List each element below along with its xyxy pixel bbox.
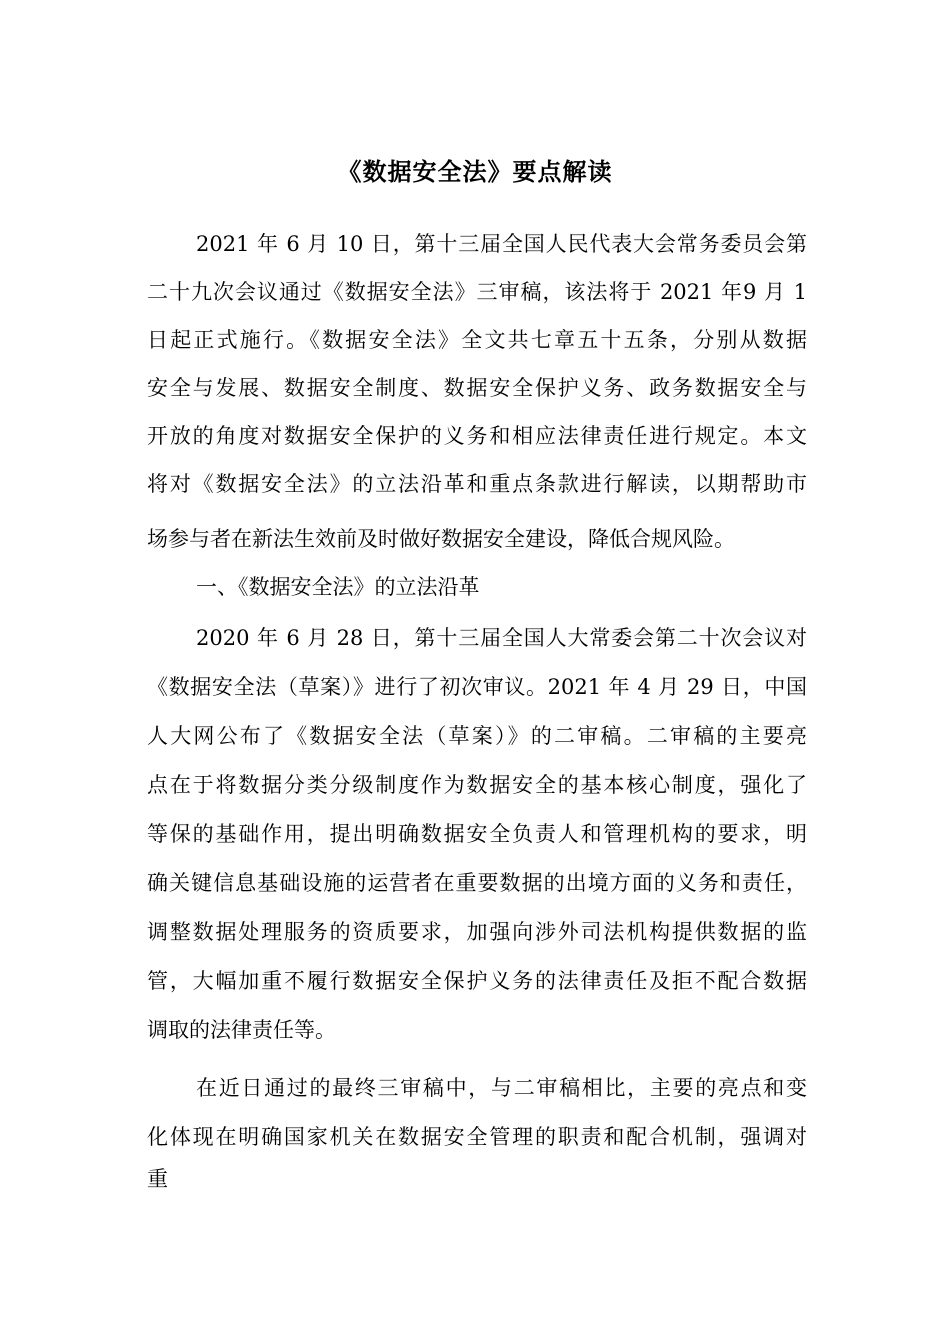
paragraph-line: 日起正式施行。《数据安全法》全文共七章五十五条，分别从数据 [147,328,807,352]
paragraph-line: 将对《数据安全法》的立法沿革和重点条款进行解读，以期帮助市 [147,472,807,496]
paragraph-line: 点在于将数据分类分级制度作为数据安全的基本核心制度，强化了 [147,773,807,797]
paragraph-line: 《数据安全法（草案）》进行了初次审议。2021 年 4 月 29 日，中国 [147,675,807,699]
paragraph-line: 人大网公布了《数据安全法（草案）》的二审稿。二审稿的主要亮 [147,724,807,748]
paragraph-line: 重 [147,1167,168,1191]
paragraph-line: 开放的角度对数据安全保护的义务和相应法律责任进行规定。本文 [147,424,807,448]
section-heading: 一、《数据安全法》的立法沿革 [196,575,480,599]
paragraph-line: 在近日通过的最终三审稿中，与二审稿相比，主要的亮点和变 [196,1076,807,1100]
paragraph-line: 安全与发展、数据安全制度、数据安全保护义务、政务数据安全与 [147,376,807,400]
paragraph-line: 2020 年 6 月 28 日，第十三届全国人大常委会第二十次会议对 [196,626,807,650]
paragraph-line: 管，大幅加重不履行数据安全保护义务的法律责任及拒不配合数据 [147,969,807,993]
paragraph-line: 二十九次会议通过《数据安全法》三审稿，该法将于 2021 年9 月 1 [147,280,807,304]
paragraph-line: 等保的基础作用，提出明确数据安全负责人和管理机构的要求，明 [147,822,807,846]
paragraph-line: 调整数据处理服务的资质要求，加强向涉外司法机构提供数据的监 [147,920,807,944]
paragraph-line: 确关键信息基础设施的运营者在重要数据的出境方面的义务和责任， [147,871,807,895]
paragraph-line: 场参与者在新法生效前及时做好数据安全建设，降低合规风险。 [147,527,735,551]
document-title: 《数据安全法》要点解读 [337,157,613,186]
paragraph-line: 2021 年 6 月 10 日，第十三届全国人民代表大会常务委员会第 [196,232,807,256]
paragraph-line: 化体现在明确国家机关在数据安全管理的职责和配合机制，强调对 [147,1125,807,1149]
paragraph-line: 调取的法律责任等。 [147,1018,336,1042]
